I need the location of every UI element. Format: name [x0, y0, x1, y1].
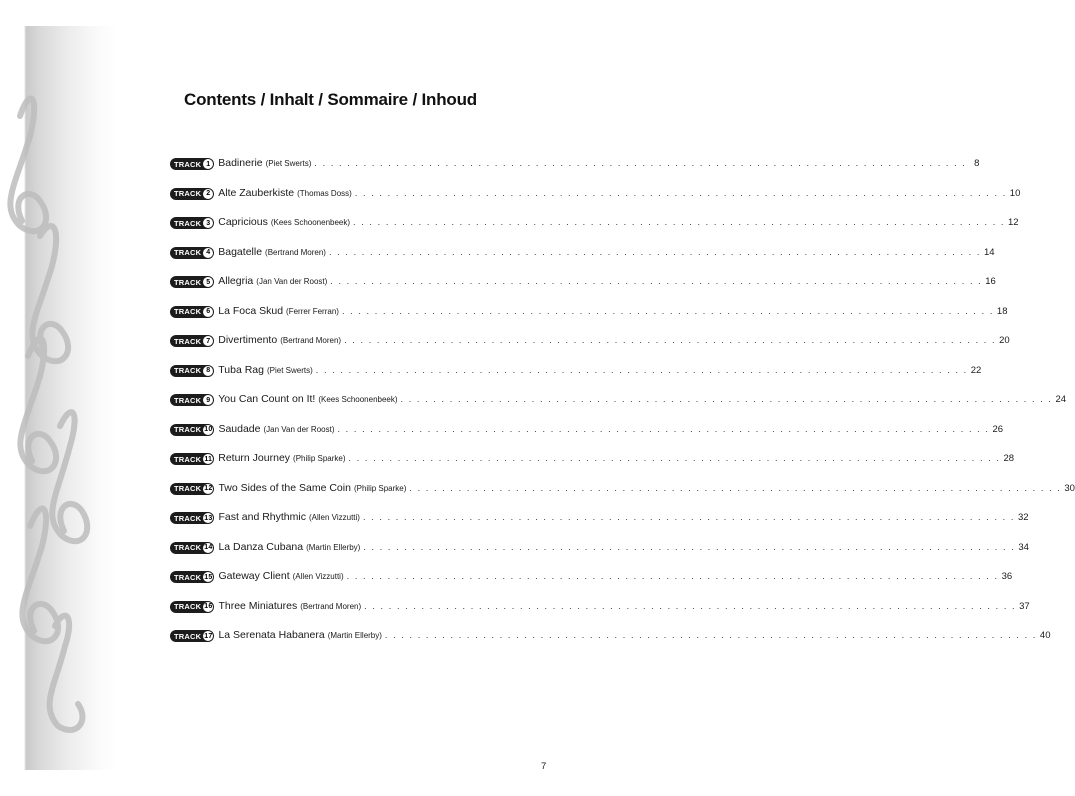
track-label: TRACK	[174, 484, 202, 493]
dot-leader: . . . . . . . . . . . . . . . . . . . . . . . . . . . . . . . . . . . . . . . . . . . . . . . . . . . . . . . . . . . . . . . . . . . . . . . . . . . . . . . .	[384, 630, 1037, 640]
track-number: 3	[203, 218, 213, 228]
track-number: 14	[204, 544, 213, 551]
dot-leader: . . . . . . . . . . . . . . . . . . . . . . . . . . . . . . . . . . . . . . . . . . . . . . . . . . . . . . . . . . . . . . . . . . . . . . . . . . . . . . . .	[315, 364, 968, 375]
track-number: 4	[203, 248, 213, 258]
toc-entry	[170, 570, 1013, 600]
piece-title: Gateway Client	[218, 570, 290, 582]
track-label: TRACK	[174, 248, 202, 257]
track-number: 17	[204, 632, 213, 640]
track-number: 12	[204, 485, 213, 492]
track-label: TRACK	[174, 631, 202, 641]
toc-entry	[170, 363, 982, 394]
composer-name: (Martin Ellerby)	[327, 631, 382, 640]
track-label: TRACK	[174, 395, 202, 405]
page-title: Contents / Inhalt / Sommaire / Inhoud	[184, 90, 477, 109]
dot-leader: . . . . . . . . . . . . . . . . . . . . . . . . . . . . . . . . . . . . . . . . . . . . . . . . . . . . . . . . . . . . . . . . . . . . . . . . . . . . . . . .	[354, 187, 1007, 198]
track-label: TRACK	[174, 543, 202, 552]
dot-leader: . . . . . . . . . . . . . . . . . . . . . . . . . . . . . . . . . . . . . . . . . . . . . . . . . . . . . . . . . . . . . . . . . . . . . . . . . . . . . . . .	[364, 600, 1017, 611]
toc-entry	[170, 157, 980, 187]
page-ref: 14	[983, 246, 995, 258]
track-badge	[170, 542, 214, 554]
table-of-contents	[170, 157, 1075, 659]
track-number: 11	[204, 455, 213, 463]
composer-name: (Bertrand Moren)	[300, 601, 362, 611]
toc-entry	[170, 216, 1019, 246]
piece-title: La Danza Cubana	[218, 540, 304, 553]
toc-entry	[170, 629, 1051, 659]
toc-entry	[170, 599, 1030, 630]
track-label: TRACK	[174, 602, 202, 611]
composer-name: (Philip Sparke)	[293, 454, 346, 463]
page-ref: 22	[970, 364, 982, 376]
piece-title: You Can Count on It!	[218, 393, 316, 405]
composer-name: (Jan Van der Roost)	[263, 424, 335, 434]
toc-entry	[170, 481, 1075, 512]
page-ref: 8	[974, 158, 980, 169]
piece-title: Three Miniatures	[218, 599, 298, 612]
track-badge	[170, 483, 214, 495]
page-ref: 10	[1009, 187, 1021, 199]
track-badge	[170, 188, 214, 200]
piece-title: Allegria	[218, 275, 254, 287]
track-number: 15	[204, 573, 213, 581]
piece-title: Badinerie	[218, 157, 263, 169]
track-number: 13	[204, 514, 213, 522]
dot-leader: . . . . . . . . . . . . . . . . . . . . . . . . . . . . . . . . . . . . . . . . . . . . . . . . . . . . . . . . . . . . . . . . . . . . . . . . . . . . . . . .	[328, 246, 981, 257]
piece-title: Return Journey	[218, 452, 291, 464]
composer-name: (Bertrand Moren)	[280, 336, 342, 345]
track-label: TRACK	[174, 425, 202, 434]
track-badge	[170, 247, 214, 259]
page-ref: 16	[985, 276, 996, 287]
piece-title: La Serenata Habanera	[218, 629, 325, 641]
toc-entry	[170, 452, 1015, 482]
track-badge	[170, 217, 214, 229]
toc-entry	[170, 245, 995, 276]
track-label: TRACK	[174, 218, 202, 228]
composer-name: (Martin Ellerby)	[306, 542, 361, 552]
track-number: 7	[203, 336, 213, 346]
toc-entry	[170, 186, 1021, 217]
composer-name: (Allen Vizzutti)	[308, 513, 360, 522]
piece-title: Saudade	[218, 422, 261, 435]
track-label: TRACK	[174, 454, 202, 464]
track-badge	[170, 365, 214, 377]
dot-leader: . . . . . . . . . . . . . . . . . . . . . . . . . . . . . . . . . . . . . . . . . . . . . . . . . . . . . . . . . . . . . . . . . . . . . . . . . . . . . . . .	[409, 482, 1062, 493]
track-number: 5	[203, 277, 213, 287]
composer-name: (Kees Schoonenbeek)	[270, 218, 351, 227]
dot-leader: . . . . . . . . . . . . . . . . . . . . . . . . . . . . . . . . . . . . . . . . . . . . . . . . . . . . . . . . . . . . . . . . . . . . . . . . . . . . . . . .	[344, 335, 997, 345]
track-badge	[170, 630, 214, 642]
toc-entry	[170, 511, 1029, 541]
track-badge	[170, 571, 214, 583]
toc-entry	[170, 275, 996, 305]
page-ref: 28	[1003, 453, 1015, 464]
track-number: 2	[203, 189, 213, 199]
track-badge	[170, 424, 214, 436]
track-number: 9	[203, 395, 213, 405]
page-ref: 12	[1008, 217, 1019, 228]
dot-leader: . . . . . . . . . . . . . . . . . . . . . . . . . . . . . . . . . . . . . . . . . . . . . . . . . . . . . . . . . . . . . . . . . . . . . . . . . . . . . . . .	[337, 423, 990, 434]
piece-title: Capricious	[218, 216, 268, 228]
dot-leader: . . . . . . . . . . . . . . . . . . . . . . . . . . . . . . . . . . . . . . . . . . . . . . . . . . . . . . . . . . . . . . . . . . . . . . . . . . . . . . . .	[341, 305, 994, 316]
track-badge	[170, 276, 214, 288]
page-ref: 32	[1017, 512, 1029, 523]
page-ref: 18	[996, 305, 1008, 317]
piece-title: Alte Zauberkiste	[218, 186, 295, 199]
page-ref: 34	[1018, 541, 1029, 553]
composer-name: (Piet Swerts)	[266, 365, 313, 375]
decorative-sidebar	[0, 26, 118, 770]
toc-entry	[170, 422, 1004, 453]
treble-clef-icon	[0, 26, 118, 770]
track-badge	[170, 453, 214, 465]
composer-name: (Kees Schoonenbeek)	[318, 395, 398, 404]
page-ref: 37	[1019, 600, 1030, 612]
track-badge	[170, 512, 214, 524]
track-label: TRACK	[174, 572, 202, 582]
track-label: TRACK	[174, 307, 202, 316]
piece-title: Divertimento	[218, 334, 278, 346]
toc-entry	[170, 304, 1008, 335]
dot-leader: . . . . . . . . . . . . . . . . . . . . . . . . . . . . . . . . . . . . . . . . . . . . . . . . . . . . . . . . . . . . . . . . . . . . . . . . . . . . . . . .	[346, 571, 999, 581]
track-number: 6	[203, 307, 213, 317]
piece-title: Two Sides of the Same Coin	[218, 481, 351, 494]
track-label: TRACK	[174, 513, 202, 523]
toc-entry	[170, 334, 1010, 364]
composer-name: (Ferrer Ferran)	[286, 306, 339, 316]
track-label: TRACK	[174, 277, 202, 287]
dot-leader: . . . . . . . . . . . . . . . . . . . . . . . . . . . . . . . . . . . . . . . . . . . . . . . . . . . . . . . . . . . . . . . . . . . . . . . . . . . . . . . .	[348, 453, 1001, 463]
piece-title: Fast and Rhythmic	[218, 511, 306, 523]
track-label: TRACK	[174, 366, 202, 375]
page-ref: 30	[1064, 482, 1075, 494]
composer-name: (Jan Van der Roost)	[256, 277, 328, 286]
page-ref: 26	[992, 423, 1004, 435]
track-badge	[170, 394, 214, 406]
track-number: 1	[203, 159, 213, 169]
track-number: 16	[204, 603, 213, 610]
page-ref: 24	[1055, 394, 1067, 405]
composer-name: (Piet Swerts)	[265, 159, 312, 168]
composer-name: (Philip Sparke)	[353, 483, 407, 493]
dot-leader: . . . . . . . . . . . . . . . . . . . . . . . . . . . . . . . . . . . . . . . . . . . . . . . . . . . . . . . . . . . . . . . . . . . . . . . . . . . . . . . .	[363, 541, 1016, 552]
composer-name: (Allen Vizzutti)	[292, 572, 344, 581]
dot-leader: . . . . . . . . . . . . . . . . . . . . . . . . . . . . . . . . . . . . . . . . . . . . . . . . . . . . . . . . . . . . . . . . . . . . . . . . . . . . . . . .	[314, 158, 967, 168]
piece-title: Bagatelle	[218, 245, 263, 258]
track-label: TRACK	[174, 336, 202, 346]
toc-entry	[170, 393, 1067, 423]
track-label: TRACK	[174, 189, 202, 198]
page-ref: 20	[999, 335, 1010, 346]
dot-leader: . . . . . . . . . . . . . . . . . . . . . . . . . . . . . . . . . . . . . . . . . . . . . . . . . . . . . . . . . . . . . . . . . . . . . . . . . . . . . . . .	[362, 512, 1015, 522]
dot-leader: . . . . . . . . . . . . . . . . . . . . . . . . . . . . . . . . . . . . . . . . . . . . . . . . . . . . . . . . . . . . . . . . . . . . . . . . . . . . . . . .	[400, 394, 1053, 404]
toc-entry	[170, 540, 1029, 571]
page-ref: 36	[1001, 571, 1013, 582]
track-badge	[170, 306, 214, 318]
piece-title: Tuba Rag	[218, 363, 264, 376]
track-badge	[170, 158, 214, 170]
composer-name: (Bertrand Moren)	[265, 247, 326, 257]
dot-leader: . . . . . . . . . . . . . . . . . . . . . . . . . . . . . . . . . . . . . . . . . . . . . . . . . . . . . . . . . . . . . . . . . . . . . . . . . . . . . . . .	[353, 217, 1006, 227]
dot-leader: . . . . . . . . . . . . . . . . . . . . . . . . . . . . . . . . . . . . . . . . . . . . . . . . . . . . . . . . . . . . . . . . . . . . . . . . . . . . . . . .	[330, 276, 983, 286]
piece-title: La Foca Skud	[218, 304, 284, 317]
track-number: 10	[204, 426, 213, 433]
page-ref: 40	[1039, 630, 1051, 641]
track-label: TRACK	[174, 159, 202, 169]
composer-name: (Thomas Doss)	[297, 188, 352, 198]
page-number: 7	[541, 761, 547, 772]
track-badge	[170, 335, 214, 347]
track-number: 8	[203, 366, 213, 376]
track-badge	[170, 601, 214, 613]
